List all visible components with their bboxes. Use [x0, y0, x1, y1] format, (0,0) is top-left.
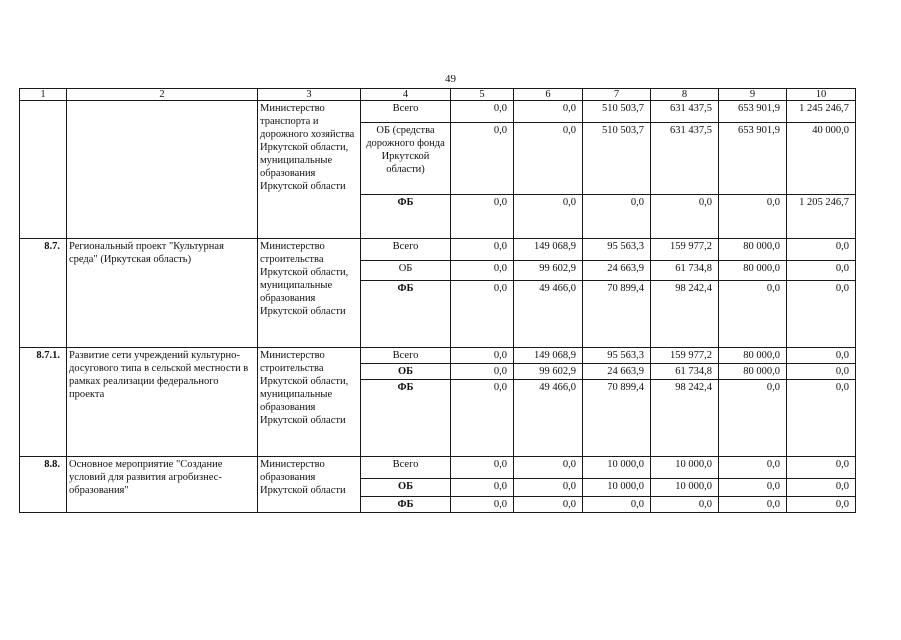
- amount-cell: 0,0: [787, 380, 856, 457]
- amount-cell: 0,0: [514, 457, 583, 479]
- amount-cell: 0,0: [451, 195, 514, 239]
- amount-cell: 49 466,0: [514, 281, 583, 348]
- amount-cell: 149 068,9: [514, 239, 583, 261]
- item-code: [20, 101, 67, 239]
- amount-cell: 0,0: [787, 348, 856, 364]
- budget-table: [19, 88, 856, 513]
- amount-cell: 0,0: [514, 123, 583, 195]
- item-code: 8.8.: [20, 457, 67, 513]
- amount-cell: 1 245 246,7: [787, 101, 856, 123]
- amount-cell: 95 563,3: [583, 239, 651, 261]
- funding-source: ОБ (средства дорожного фонда Иркутской области): [361, 123, 451, 195]
- amount-cell: 0,0: [719, 457, 787, 479]
- item-name: [67, 101, 258, 239]
- amount-cell: 0,0: [514, 497, 583, 513]
- amount-cell: 0,0: [787, 497, 856, 513]
- amount-cell: 0,0: [451, 364, 514, 380]
- amount-cell: 0,0: [787, 261, 856, 281]
- amount-cell: 70 899,4: [583, 281, 651, 348]
- amount-cell: 0,0: [787, 364, 856, 380]
- amount-cell: 10 000,0: [583, 457, 651, 479]
- table-row: [20, 239, 856, 261]
- amount-cell: 0,0: [451, 101, 514, 123]
- table-row: [20, 101, 856, 123]
- funding-source: Всего: [361, 457, 451, 479]
- column-header: 10: [787, 89, 856, 101]
- amount-cell: 0,0: [514, 101, 583, 123]
- column-header: 3: [258, 89, 361, 101]
- amount-cell: 80 000,0: [719, 239, 787, 261]
- column-header: 1: [20, 89, 67, 101]
- amount-cell: 40 000,0: [787, 123, 856, 195]
- amount-cell: 653 901,9: [719, 123, 787, 195]
- column-header: 2: [67, 89, 258, 101]
- amount-cell: 99 602,9: [514, 364, 583, 380]
- amount-cell: 70 899,4: [583, 380, 651, 457]
- amount-cell: 98 242,4: [651, 281, 719, 348]
- item-code: 8.7.: [20, 239, 67, 348]
- amount-cell: 149 068,9: [514, 348, 583, 364]
- amount-cell: 49 466,0: [514, 380, 583, 457]
- funding-source: ФБ: [361, 380, 451, 457]
- amount-cell: 159 977,2: [651, 348, 719, 364]
- column-header: 8: [651, 89, 719, 101]
- amount-cell: 0,0: [451, 281, 514, 348]
- amount-cell: 0,0: [787, 281, 856, 348]
- amount-cell: 0,0: [451, 457, 514, 479]
- table-row: [20, 348, 856, 364]
- amount-cell: 61 734,8: [651, 261, 719, 281]
- amount-cell: 631 437,5: [651, 101, 719, 123]
- amount-cell: 61 734,8: [651, 364, 719, 380]
- amount-cell: 0,0: [583, 195, 651, 239]
- funding-source: ФБ: [361, 195, 451, 239]
- amount-cell: 159 977,2: [651, 239, 719, 261]
- table-row: [20, 457, 856, 479]
- amount-cell: 631 437,5: [651, 123, 719, 195]
- funding-source: Всего: [361, 239, 451, 261]
- funding-source: ОБ: [361, 364, 451, 380]
- amount-cell: 10 000,0: [651, 479, 719, 497]
- amount-cell: 24 663,9: [583, 364, 651, 380]
- amount-cell: 0,0: [451, 123, 514, 195]
- responsible-agency: Министерство строительства Иркутской области, муниципальные образования Иркутской области: [258, 239, 361, 348]
- responsible-agency: Министерство строительства Иркутской области, муниципальные образования Иркутской области: [258, 348, 361, 457]
- column-header: 5: [451, 89, 514, 101]
- amount-cell: 1 205 246,7: [787, 195, 856, 239]
- column-header: 9: [719, 89, 787, 101]
- amount-cell: 0,0: [787, 479, 856, 497]
- funding-source: ОБ: [361, 261, 451, 281]
- item-code: 8.7.1.: [20, 348, 67, 457]
- amount-cell: 0,0: [451, 239, 514, 261]
- amount-cell: 0,0: [719, 195, 787, 239]
- amount-cell: 80 000,0: [719, 261, 787, 281]
- column-header: 6: [514, 89, 583, 101]
- amount-cell: 0,0: [451, 348, 514, 364]
- amount-cell: 80 000,0: [719, 364, 787, 380]
- column-header: 4: [361, 89, 451, 101]
- amount-cell: 0,0: [451, 497, 514, 513]
- amount-cell: 0,0: [451, 380, 514, 457]
- amount-cell: 510 503,7: [583, 101, 651, 123]
- item-name: Региональный проект "Культурная среда" (Иркутская область): [67, 239, 258, 348]
- funding-source: ОБ: [361, 479, 451, 497]
- amount-cell: 0,0: [651, 497, 719, 513]
- amount-cell: 95 563,3: [583, 348, 651, 364]
- amount-cell: 24 663,9: [583, 261, 651, 281]
- funding-source: Всего: [361, 101, 451, 123]
- amount-cell: 10 000,0: [651, 457, 719, 479]
- table-header-row: [20, 89, 856, 101]
- amount-cell: 0,0: [514, 195, 583, 239]
- amount-cell: 0,0: [451, 261, 514, 281]
- page-number: 49: [445, 73, 456, 85]
- amount-cell: 0,0: [719, 380, 787, 457]
- funding-source: ФБ: [361, 497, 451, 513]
- responsible-agency: Министерство транспорта и дорожного хозяйства Иркутской области, муниципальные образования Иркутской области: [258, 101, 361, 239]
- funding-source: ФБ: [361, 281, 451, 348]
- amount-cell: 0,0: [583, 497, 651, 513]
- amount-cell: 0,0: [514, 479, 583, 497]
- amount-cell: 10 000,0: [583, 479, 651, 497]
- amount-cell: 0,0: [651, 195, 719, 239]
- amount-cell: 0,0: [787, 457, 856, 479]
- amount-cell: 0,0: [787, 239, 856, 261]
- column-header: 7: [583, 89, 651, 101]
- amount-cell: 653 901,9: [719, 101, 787, 123]
- item-name: Основное мероприятие "Создание условий для развития агробизнес-образования": [67, 457, 258, 513]
- amount-cell: 0,0: [451, 479, 514, 497]
- amount-cell: 98 242,4: [651, 380, 719, 457]
- amount-cell: 80 000,0: [719, 348, 787, 364]
- funding-source: Всего: [361, 348, 451, 364]
- amount-cell: 0,0: [719, 479, 787, 497]
- amount-cell: 0,0: [719, 281, 787, 348]
- amount-cell: 510 503,7: [583, 123, 651, 195]
- amount-cell: 99 602,9: [514, 261, 583, 281]
- responsible-agency: Министерство образования Иркутской области: [258, 457, 361, 513]
- item-name: Развитие сети учреждений культурно-досугового типа в сельской местности в рамках реализации федерального проекта: [67, 348, 258, 457]
- amount-cell: 0,0: [719, 497, 787, 513]
